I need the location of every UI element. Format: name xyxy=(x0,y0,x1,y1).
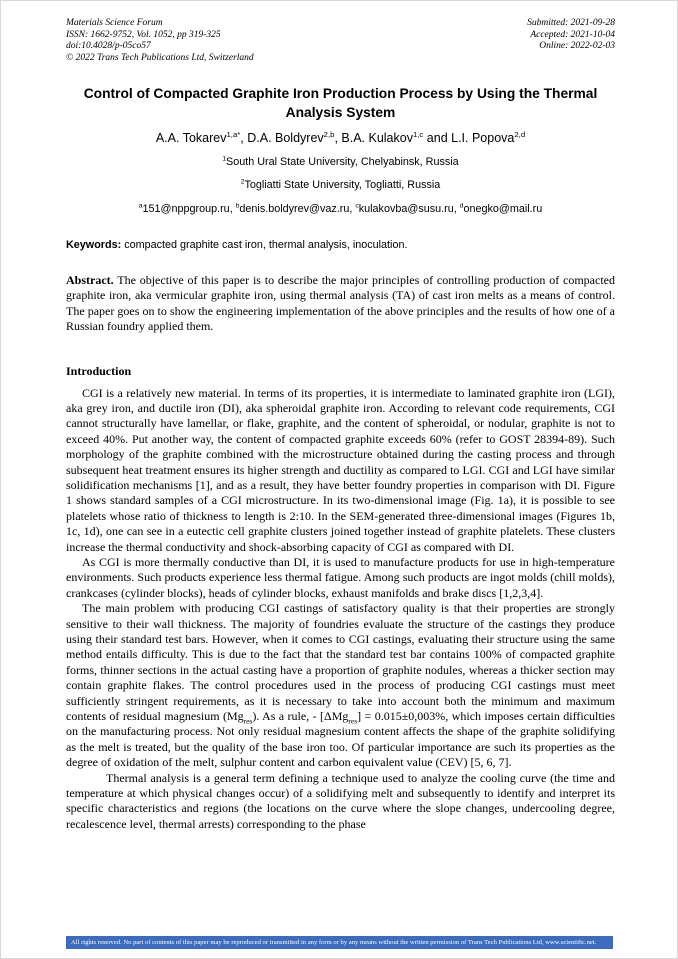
keywords-line xyxy=(66,239,615,253)
page-header xyxy=(66,18,615,64)
paragraph-4: Thermal analysis is a general term defining a technique used to analyze the cooling curve (the time and temperature at which physical changes occur) of a solidifying melt and subsequently to identify and interpret its specific characteristics and regions (the locations on the curve where the slope changes, undercooling degree, recalescence level, thermal arrests) corresponding to the phase xyxy=(66,770,615,831)
email-address: 151@nppgroup.ru xyxy=(142,203,230,216)
author-affiliation-marker: 1,c xyxy=(412,130,424,140)
email-address: denis.boldyrev@vaz.ru xyxy=(239,203,350,216)
authors-line xyxy=(66,131,615,146)
footer-license-bar xyxy=(66,936,613,949)
email-separator: , xyxy=(453,203,460,216)
submission-dates xyxy=(527,18,615,64)
author-separator: , xyxy=(334,131,342,146)
email-address: kulakovba@susu.ru xyxy=(358,203,454,216)
paragraph-2: As CGI is more thermally conductive than DI, it is used to manufacture products for use in high-temperature environments. Such products experience less thermal fatigue. Among such products are ingot molds (chill molds), crankcases (cylinder blocks), heads of cylinder blocks, exhaust manifolds and brake discs [1,2,3,4]. xyxy=(66,554,615,600)
author-affiliation-marker: 1,a* xyxy=(226,130,241,140)
email-marker: a xyxy=(138,202,143,210)
copyright-line: © 2022 Trans Tech Publications Ltd, Switzerland xyxy=(66,52,254,63)
paragraph-3-text: ] = 0.015±0,003%, which imposes certain difficulties on the manufacturing process. Not only residual magnesium content affects the shape of the graphite solidifying as the melt is treated, but the quality of the base iron too. Of particular importance are such its properties as the degree of oxidation of the melt, sulphur content and carbon equivalent value (CEV) [5, 6, 7]. xyxy=(66,709,616,770)
email-marker: c xyxy=(355,202,359,210)
paragraph-3-text: ). As a rule, - [ΔMg xyxy=(252,709,349,724)
affiliation-marker: 2 xyxy=(240,178,245,186)
keywords-text: compacted graphite cast iron, thermal analysis, inoculation. xyxy=(121,239,408,252)
author-affiliation-marker: 2,d xyxy=(514,130,526,140)
online-date: Online: 2022-02-03 xyxy=(539,41,615,52)
email-separator: , xyxy=(229,203,236,216)
abstract-text: The objective of this paper is to describe the major principles of controlling production of compacted graphite iron, aka vermicular graphite iron, using thermal analysis (TA) of cast iron melts as a means of control. The paper goes on to show the engineering implementation of the above principles and the results of how one of a Russian foundry applied them. xyxy=(66,272,615,334)
publication-info xyxy=(66,18,254,64)
author-name: D.A. Boldyrev xyxy=(247,131,324,146)
submitted-date: Submitted: 2021-09-28 xyxy=(527,18,615,28)
paper-title: Control of Compacted Graphite Iron Production Process by Using the Thermal Analysis System xyxy=(83,86,598,121)
page-content xyxy=(66,1,615,832)
author-affiliation-marker: 2,b xyxy=(323,130,335,140)
affiliation-text: Togliatti State University, Togliatti, Russia xyxy=(244,179,441,192)
author-name: A.A. Tokarev xyxy=(155,131,227,146)
author-separator: , xyxy=(240,131,248,146)
journal-name: Materials Science Forum xyxy=(66,18,163,28)
affiliation-line xyxy=(66,156,615,169)
email-marker: b xyxy=(235,202,240,210)
email-separator: , xyxy=(349,203,356,216)
issn-line: ISSN: 1662-9752, Vol. 1052, pp 319-325 xyxy=(66,29,221,40)
paragraph-3-text: The main problem with producing CGI castings of satisfactory quality is that their properties are strongly sensitive to their wall thickness. The majority of foundries evaluate the structure of the castings they produce using their standard test bars. However, when it comes to CGI castings, evaluating their structure using the same method entails difficulty. This is due to the fact that the standard test bar contains 100% of compacted graphite forms, thinner sections in the actual casting have a proportion of graphite nodules, whereas a thicker section may contain graphite flakes. The control procedures used in the process of producing CGI castings must meet sufficiently stringent requirements, as it is necessary to take into account both the minimum and maximum contents of residual magnesium (Mg xyxy=(66,601,615,724)
email-address: onegko@mail.ru xyxy=(463,203,543,216)
author-name: L.I. Popova xyxy=(451,131,515,146)
emails-line xyxy=(66,203,615,216)
affiliation-marker: 1 xyxy=(222,155,227,163)
doi-line: doi:10.4028/p-05co57 xyxy=(66,41,151,52)
subscript-res: res xyxy=(348,716,358,726)
subscript-res: res xyxy=(243,716,253,726)
email-marker: d xyxy=(459,202,464,210)
keywords-label: Keywords: xyxy=(66,239,122,252)
affiliation-text: South Ural State University, Chelyabinsk, Russia xyxy=(226,156,459,169)
accepted-date: Accepted: 2021-10-04 xyxy=(530,29,615,40)
abstract-label: Abstract. xyxy=(66,272,114,287)
footer-license-text: All rights reserved. No part of contents of this paper may be reproduced or transmitted in any form or by any means without the written permission of Trans Tech Publications Ltd, www.scientific.net. xyxy=(71,939,597,946)
author-name: B.A. Kulakov xyxy=(341,131,413,146)
abstract xyxy=(66,273,615,335)
affiliation-line xyxy=(66,179,615,192)
section-heading-introduction: Introduction xyxy=(66,363,132,378)
paragraph-3 xyxy=(66,601,615,770)
paragraph-1: CGI is a relatively new material. In terms of its properties, it is intermediate to laminated graphite iron (LGI), aka grey iron, and ductile iron (DI), aka spheroidal graphite iron. According to relevant code requirements, CGI cannot structurally have lamellar, or flake, graphite, and the content of spheroidal, or nodular, graphite is not to exceed 40%. Put another way, the content of compacted graphite exceeds 60% (refer to GOST 28394-89). Such morphology of the graphite combined with the microstructure obtained during the casting process and through subsequent heat treatment ensures its higher strength and ductility as compared to LGI. CGI and LGI have similar solidification mechanisms [1], and as a result, they have better foundry properties in comparison with DI. Figure 1 shows standard samples of a CGI microstructure. In its two-dimensional image (Fig. 1a), it is possible to see platelets whose ratio of thickness to length is 2:10. In the SEM-generated three-dimensional images (Figures 1b, 1c, 1d), one can see in a eutectic cell graphite clusters joined together instead of graphite platelets. These clusters increase the thermal conductivity and shock-absorbing capacity of CGI as compared with DI. xyxy=(66,385,615,554)
author-separator: and xyxy=(423,131,452,146)
